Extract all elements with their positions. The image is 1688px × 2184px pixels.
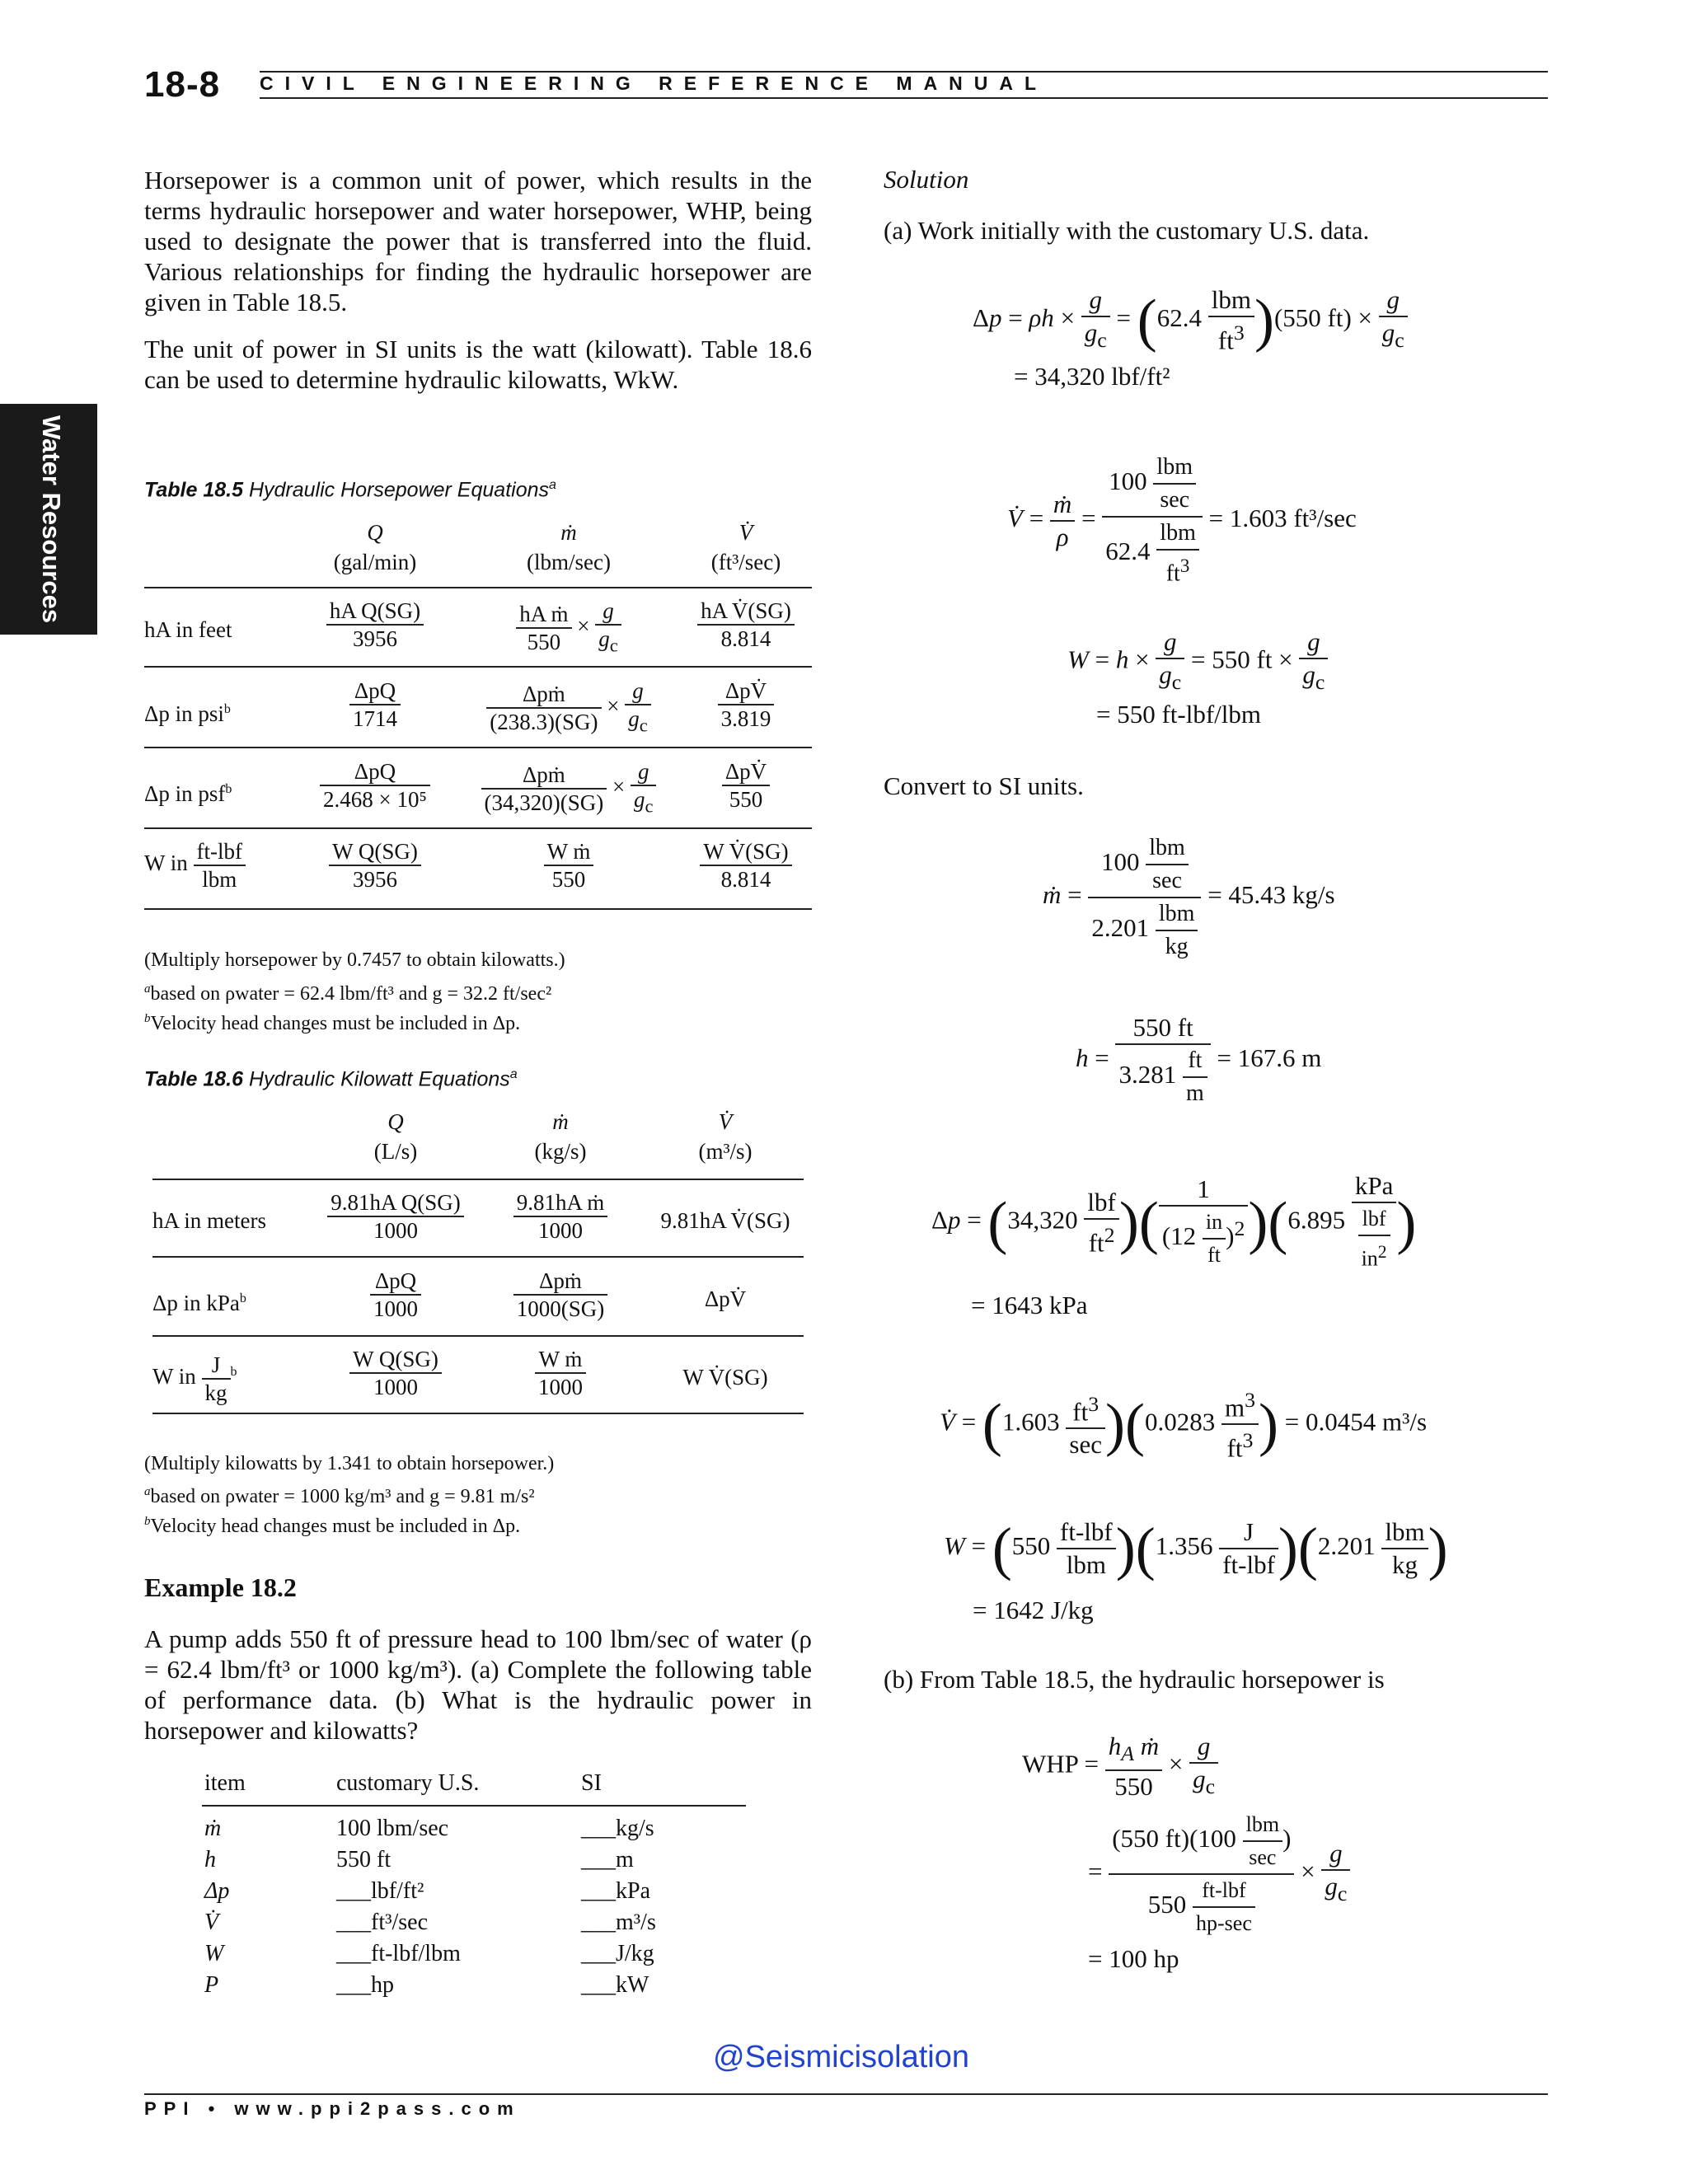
table-rule bbox=[152, 1179, 804, 1180]
table-caption-text: Hydraulic Horsepower Equations bbox=[248, 478, 549, 502]
table-cell: $\frac{\text{hA ṁ}}{550}$ × $\frac{g}{g_c}$ bbox=[486, 598, 651, 658]
table-18-5-footnote-b: $^b$Velocity head changes must be included in Δp. bbox=[144, 1012, 521, 1034]
convert-text: Convert to SI units. bbox=[884, 771, 1084, 800]
table-cell: ΔpV̇ bbox=[704, 1286, 747, 1311]
table-rule bbox=[152, 1335, 804, 1337]
col-header-sym: Q bbox=[387, 1109, 404, 1134]
table-cell: $\frac{\text{W ṁ}}{550}$ bbox=[486, 838, 651, 893]
col-header-sym: ṁ bbox=[552, 1109, 569, 1134]
intro-column bbox=[144, 165, 812, 411]
table-18-6-note: (Multiply kilowatts by 1.341 to obtain horsepower.) bbox=[144, 1453, 555, 1474]
table-cell: $\frac{\text{hA V̇(SG)}}{8.814}$ bbox=[676, 598, 816, 652]
table-rule bbox=[144, 587, 812, 588]
eq-volume-flow-si: V̇ = (1.603 $\frac{ft^3}{\sec}$ )(0.0283 $\frac{m^3}{ft^3}$ ) = 0.0454 m³/s bbox=[940, 1385, 1427, 1465]
col-header-unit: (m³/s) bbox=[698, 1139, 753, 1164]
col-header-sym: ṁ bbox=[560, 520, 577, 545]
table-cell: $\frac{\text{W V̇(SG)}}{8.814}$ bbox=[676, 838, 816, 893]
table-caption-text: Hydraulic Kilowatt Equations bbox=[248, 1067, 510, 1091]
table-caption-label: Table 18.5 bbox=[144, 478, 243, 502]
table-cell: $\frac{\text{W Q(SG)}}{3956}$ bbox=[313, 838, 437, 893]
col-header-unit: (gal/min) bbox=[333, 550, 417, 574]
col-header-sym: V̇ bbox=[718, 1109, 733, 1134]
table-18-5-note: (Multiply horsepower by 0.7457 to obtain kilowatts.) bbox=[144, 949, 565, 971]
side-tab-label: Water Resources bbox=[37, 415, 66, 624]
table-cell: $\frac{\text{ΔpQ}}{\text{2.468 × 10⁵}}$ bbox=[305, 758, 445, 813]
eq-delta-p-si: Δp = (34,320 $\frac{\text{lbf}}{ft^2}$ )( 1 (12 $\frac{in}{ft}$ )$^2$ )(6.895 $\frac{\text{kPa}}{\frac{\text{lbf}}{in^2}}$ ) bbox=[931, 1171, 1417, 1271]
table-cell: W V̇(SG) bbox=[682, 1365, 768, 1390]
eq-work-si-result: = 1642 J/kg bbox=[973, 1596, 1094, 1624]
footer-publisher: PPI • www.ppi2pass.com bbox=[144, 2098, 521, 2119]
eq-work-si: W = (550 $\frac{\text{ft-lbf}}{\text{lbm}}$ )(1.356 $\frac{J}{\text{ft-lbf}}$ )(2.201 $\frac{\text{lbm}}{kg}$ ) bbox=[944, 1516, 1448, 1582]
item-column: ṁ h Δp V̇ W P bbox=[204, 1816, 230, 1998]
table-cell: $\frac{\text{9.81hA ṁ}}{1000}$ bbox=[486, 1189, 635, 1244]
eq-delta-p-si-result: = 1643 kPa bbox=[971, 1291, 1088, 1319]
row-label: Δp in psf$^b$ bbox=[144, 781, 232, 806]
eq-work-result: = 550 ft-lbf/lbm bbox=[1096, 700, 1262, 729]
eq-delta-p-result: = 34,320 lbf/ft² bbox=[1014, 362, 1170, 391]
col-header-unit: (lbm/sec) bbox=[527, 550, 611, 574]
watermark: @Seismicisolation bbox=[713, 2040, 970, 2074]
eq-volume-flow: V̇ = $\frac{\text{ṁ}}{\rho}$ = 100 $\frac{\text{lbm}}{\sec}$ 62.4 $\frac{\text{lbm}}{ft^3}$ = 1.603 ft³/sec bbox=[1007, 452, 1357, 589]
row-label: hA in feet bbox=[144, 617, 232, 642]
intro-paragraph-2: The unit of power in SI units is the watt (kilowatt). Table 18.6 can be used to determine hydraulic kilowatts, WkW. bbox=[144, 335, 812, 394]
header-rule-bottom bbox=[260, 97, 1548, 99]
eq-head-si: h = 550 ft 3.281 $\frac{ft}{m}$ = 167.6 m bbox=[1076, 1013, 1322, 1106]
row-label: Δp in kPa$^b$ bbox=[152, 1291, 246, 1315]
table-cell: $\frac{\text{Δpṁ}}{(238.3)(SG)}$ × $\frac{g}{g_c}$ bbox=[474, 677, 663, 738]
eq-whp-substituted: = (550 ft)(100 $\frac{\text{lbm}}{\sec}$ ) 550 $\frac{\text{ft-lbf}}{hp-\sec}$ × $\frac{g}{g_c}$ bbox=[1088, 1809, 1350, 1939]
solution-part-a-intro: (a) Work initially with the customary U.S. data. bbox=[884, 216, 1370, 245]
table-cell: $\frac{\text{ΔpV̇}}{550}$ bbox=[676, 758, 816, 813]
table-rule bbox=[152, 1256, 804, 1258]
table-cell: $\frac{\text{Δpṁ}}{(34,320)(SG)}$ × $\frac{g}{g_c}$ bbox=[470, 758, 668, 819]
col-header-unit: (ft³/sec) bbox=[710, 550, 781, 574]
page-number: 18-8 bbox=[144, 64, 221, 105]
col-header-sym: V̇ bbox=[738, 520, 753, 545]
intro-paragraph-1: Horsepower is a common unit of power, which results in the terms hydraulic horsepower and water horsepower, WHP, being used to designate the power that is transferred into the fluid. Various relationships for finding the hydraulic horsepower are given in Table 18.5. bbox=[144, 166, 812, 316]
table-header: item bbox=[204, 1770, 246, 1796]
col-header-sym: Q bbox=[367, 520, 383, 545]
table-rule bbox=[144, 827, 812, 829]
table-cell: $\frac{\text{Δpṁ}}{1000(SG)}$ bbox=[486, 1268, 635, 1322]
table-18-6-footnote-b: $^b$Velocity head changes must be included in Δp. bbox=[144, 1515, 521, 1537]
example-text: A pump adds 550 ft of pressure head to 100 lbm/sec of water (ρ = 62.4 lbm/ft³ or 1000 kg/m³). (a) Complete the following table of performance data. (b) What is the hydraulic power in horsepower and kilowatts? bbox=[144, 1624, 812, 1745]
table-cell: $\frac{\text{hA Q(SG)}}{3956}$ bbox=[313, 598, 437, 652]
footer-rule bbox=[144, 2093, 1548, 2095]
eq-work: W = h × $\frac{g}{g_c}$ = 550 ft × $\frac{g}{g_c}$ bbox=[1067, 626, 1328, 698]
col-header-unit: (kg/s) bbox=[534, 1139, 587, 1164]
eq-mass-flow-si: ṁ = 100 $\frac{\text{lbm}}{\sec}$ 2.201 $\frac{\text{lbm}}{kg}$ = 45.43 kg/s bbox=[1043, 832, 1335, 963]
table-cell: $\frac{\text{9.81hA Q(SG)}}{1000}$ bbox=[313, 1189, 478, 1244]
row-label: W in $\frac{J}{kg}$ $^b$ bbox=[152, 1352, 237, 1405]
table-rule bbox=[202, 1805, 746, 1807]
eq-delta-p: Δp = ρh × $\frac{g}{g_c}$ = (62.4 $\frac{\text{lbm}}{ft^3}$ )(550 ft) × $\frac{g}{g_c}$ bbox=[973, 284, 1408, 356]
si-column: ___kg/s ___m ___kPa ___m³/s ___J/kg ___kW bbox=[581, 1816, 656, 1998]
solution-part-b-intro: (b) From Table 18.5, the hydraulic horsepower is bbox=[884, 1665, 1385, 1694]
table-cell: $\frac{\text{W ṁ}}{1000}$ bbox=[486, 1346, 635, 1400]
example-title: Example 18.2 bbox=[144, 1572, 297, 1602]
table-rule bbox=[144, 908, 812, 910]
table-cell: $\frac{\text{ΔpV̇}}{3.819}$ bbox=[676, 677, 816, 732]
table-rule bbox=[144, 747, 812, 748]
table-header: SI bbox=[581, 1770, 602, 1796]
table-cell: $\frac{\text{W Q(SG)}}{1000}$ bbox=[313, 1346, 478, 1400]
running-title: CIVIL ENGINEERING REFERENCE MANUAL bbox=[260, 73, 1048, 94]
row-label: W in $\frac{\text{ft-lbf}}{\text{lbm}}$ bbox=[144, 838, 293, 893]
table-18-6-footnote-a: $^a$based on ρwater = 1000 kg/m³ and g = 9.81 m/s² bbox=[144, 1485, 535, 1507]
table-cell: $\frac{\text{ΔpQ}}{1714}$ bbox=[313, 677, 437, 732]
table-18-6-caption: Table 18.6 Hydraulic Kilowatt Equations$^a$ bbox=[144, 1067, 518, 1091]
table-rule bbox=[152, 1413, 804, 1414]
table-rule bbox=[144, 666, 812, 668]
section-side-tab bbox=[0, 404, 97, 635]
customary-column: 100 lbm/sec 550 ft ___lbf/ft² ___ft³/sec ___ft-lbf/lbm ___hp bbox=[336, 1816, 461, 1998]
table-cell: $\frac{\text{ΔpQ}}{1000}$ bbox=[313, 1268, 478, 1322]
solution-heading: Solution bbox=[884, 165, 969, 194]
row-label: hA in meters bbox=[152, 1208, 266, 1233]
table-18-5-footnote-a: $^a$based on ρwater = 62.4 lbm/ft³ and g = 32.2 ft/sec² bbox=[144, 982, 552, 1005]
col-header-unit: (L/s) bbox=[373, 1139, 418, 1164]
table-header: customary U.S. bbox=[336, 1770, 480, 1796]
table-cell: 9.81hA V̇(SG) bbox=[660, 1208, 790, 1233]
eq-whp: WHP = $\frac{h_A ṁ}{550}$ × $\frac{g}{g_c}$ bbox=[1022, 1731, 1218, 1802]
table-caption-label: Table 18.6 bbox=[144, 1067, 243, 1091]
eq-whp-result: = 100 hp bbox=[1088, 1944, 1179, 1973]
table-18-5-caption: Table 18.5 Hydraulic Horsepower Equations$^a$ bbox=[144, 478, 556, 502]
row-label: Δp in psi$^b$ bbox=[144, 701, 231, 726]
